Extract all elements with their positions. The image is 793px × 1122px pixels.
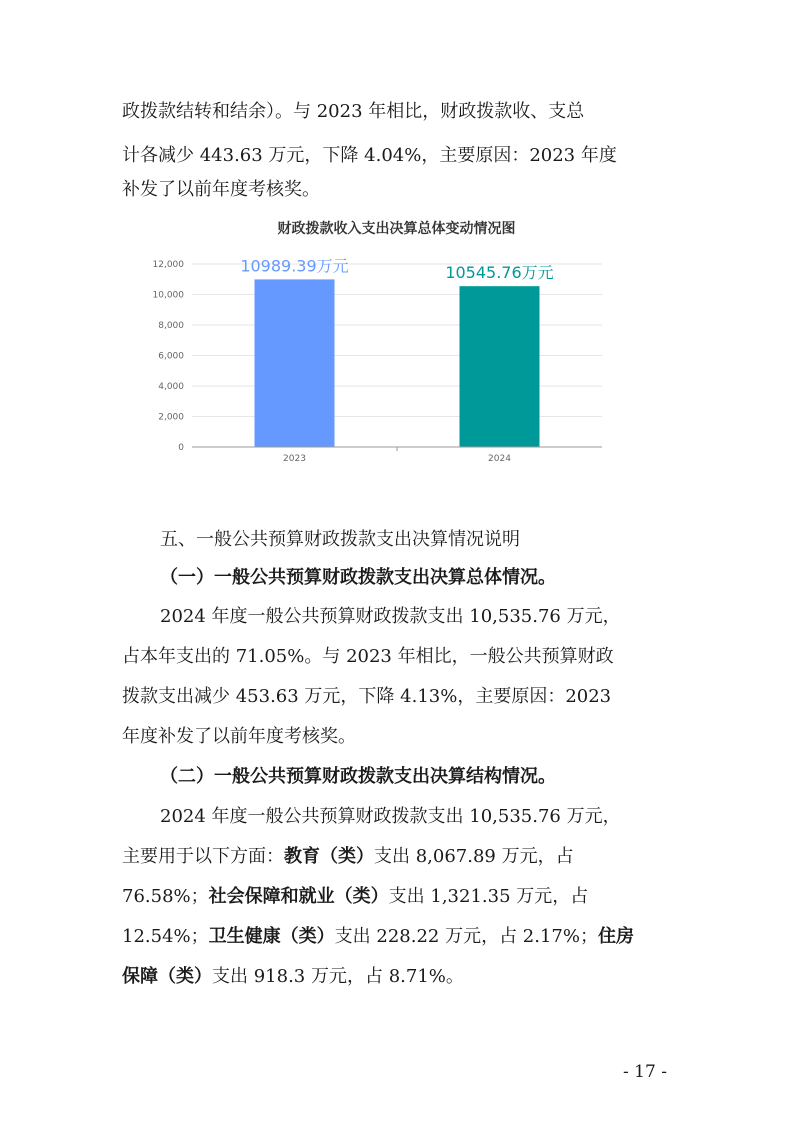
category-health: 卫生健康（类） [208, 926, 335, 947]
para3-line4-a: 12.54%； [122, 926, 209, 947]
para3-line5 [122, 965, 464, 989]
bars [255, 279, 540, 447]
category-housing-end: 保障（类） [122, 966, 212, 987]
para1-line1: 政拨款结转和结余）。与 2023 年相比，财政拨款收、支总 [122, 101, 585, 122]
para3-line1: 2024 年度一般公共预算财政拨款支出 10,535.76 万元， [160, 806, 621, 827]
y-tick-label: 4,000 [158, 382, 184, 392]
para2-line1: 2024 年度一般公共预算财政拨款支出 10,535.76 万元， [160, 606, 621, 627]
y-tick-label: 10,000 [152, 290, 184, 301]
para2-line3: 拨款支出减少 453.63 万元，下降 4.13%，主要原因：2023 [122, 686, 612, 707]
para3-line2-a: 主要用于以下方面： [122, 846, 284, 867]
data-labels [240, 256, 553, 282]
para2-line2: 占本年支出的 71.05%。与 2023 年相比，一般公共预算财政 [122, 646, 614, 667]
y-axis-ticks [153, 260, 185, 453]
para1-line3: 补发了以前年度考核奖。 [122, 179, 320, 200]
x-axis-ticks [283, 447, 511, 464]
y-tick-label: 2,000 [158, 412, 184, 423]
page-number: - 17 - [623, 1062, 667, 1082]
para1-line2: 计各减少 443.63 万元，下降 4.04%，主要原因：2023 年度 [122, 145, 617, 166]
para3-line2 [122, 845, 574, 869]
category-housing-start: 住房 [597, 926, 634, 947]
section5-title: 五、一般公共预算财政拨款支出决算情况说明 [160, 529, 520, 550]
subsection2-title: （二）一般公共预算财政拨款支出决算结构情况。 [160, 766, 556, 787]
subsection1-title: （一）一般公共预算财政拨款支出决算总体情况。 [160, 567, 556, 588]
chart-title: 财政拨款收入支出决算总体变动情况图 [277, 221, 516, 237]
para3-line3-a: 76.58%； [122, 886, 209, 907]
y-tick-label: 0 [178, 443, 184, 453]
x-tick-label: 2023 [283, 454, 306, 464]
para3-line4 [122, 925, 634, 949]
y-tick-label: 6,000 [158, 351, 184, 362]
para3-line4-c: 支出 228.22 万元，占 2.17%； [334, 926, 598, 947]
bar-chart [150, 250, 620, 470]
y-tick-label: 8,000 [158, 321, 184, 331]
grid-lines [192, 264, 602, 417]
data-label-2023: 10989.39万元 [240, 256, 349, 276]
para3-line3 [122, 885, 588, 909]
para2-line4: 年度补发了以前年度考核奖。 [122, 726, 356, 747]
x-tick-label: 2024 [488, 454, 511, 464]
para3-line5-c: 支出 918.3 万元，占 8.71%。 [212, 966, 464, 987]
bar-2024 [460, 286, 540, 447]
data-label-2024: 10545.76万元 [445, 263, 554, 283]
para3-line3-c: 支出 1,321.35 万元，占 [388, 886, 589, 907]
category-education: 教育（类） [284, 846, 374, 867]
y-tick-label: 12,000 [152, 260, 184, 270]
para3-line2-c: 支出 8,067.89 万元，占 [374, 846, 574, 867]
category-social-security: 社会保障和就业（类） [208, 886, 389, 907]
bar-2023 [255, 279, 335, 447]
